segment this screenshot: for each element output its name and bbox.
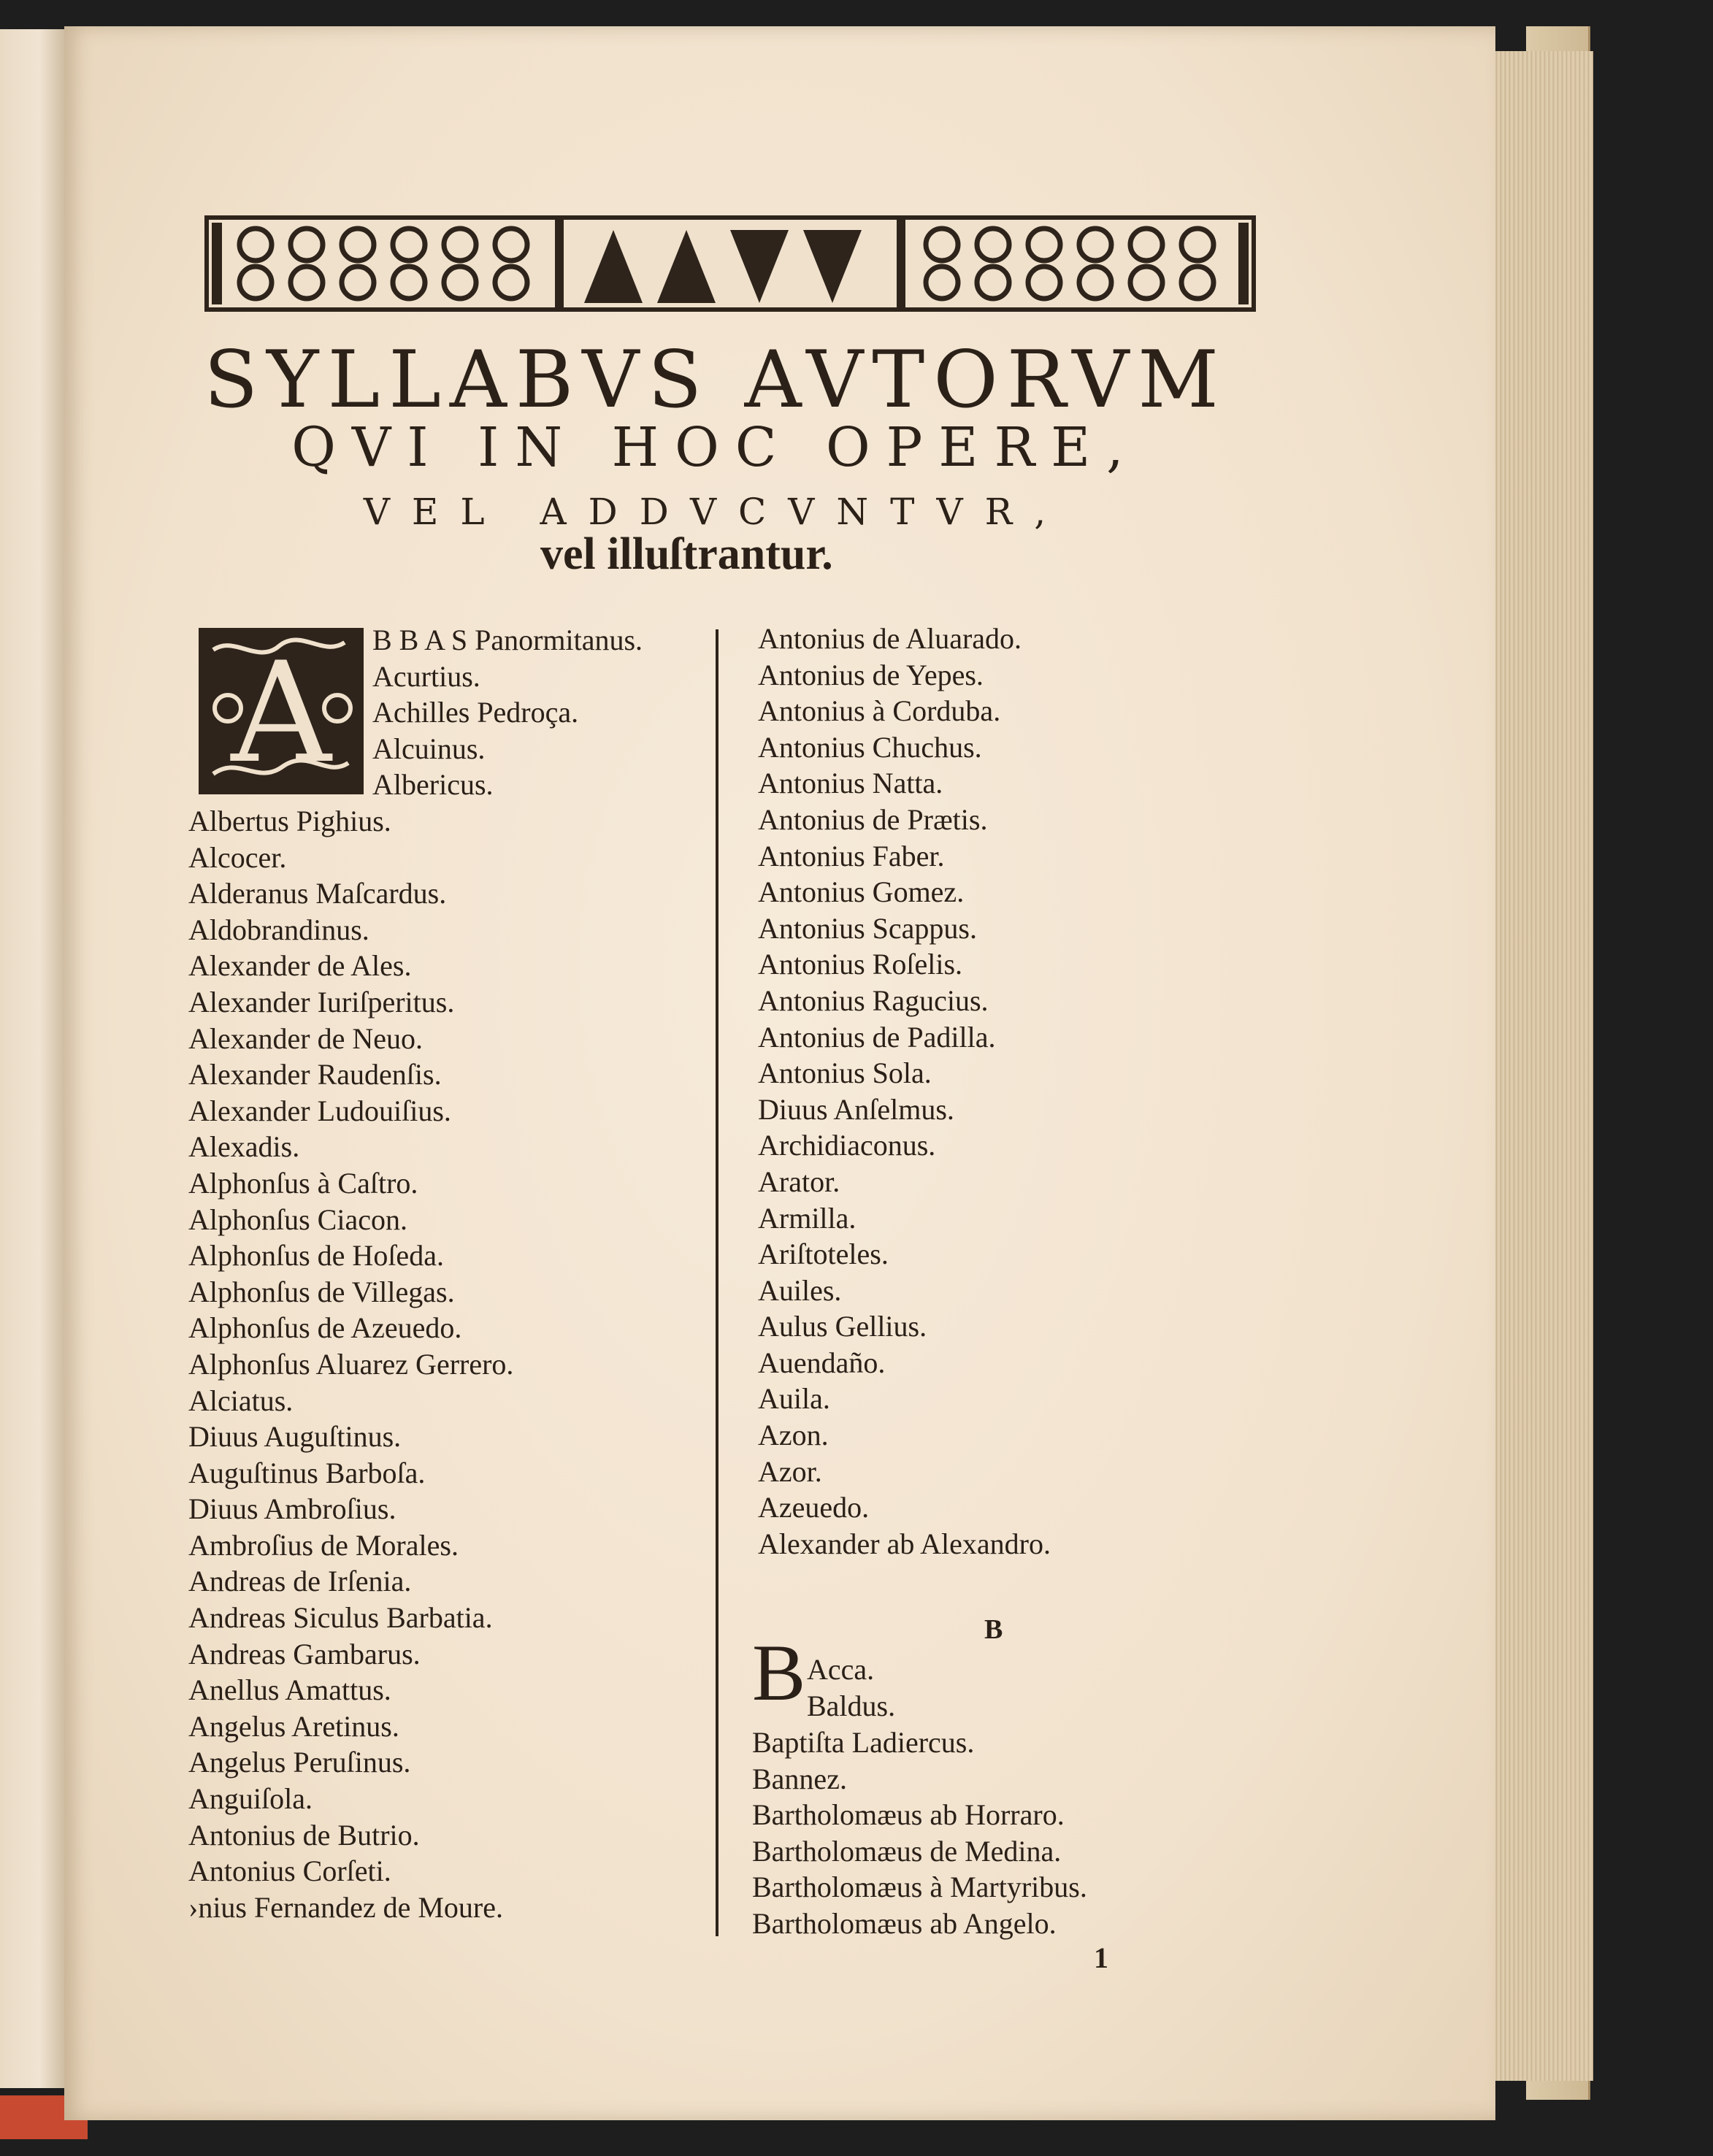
left-column-beside-initial — [372, 622, 643, 803]
list-item: Alphonſus de Hoſeda. — [188, 1239, 444, 1273]
list-item: Baptiſta Ladiercus. — [752, 1726, 975, 1759]
list-item: Aulus Gellius. — [758, 1310, 927, 1343]
list-item: Alphonſus de Azeuedo. — [188, 1311, 462, 1345]
list-item: ›nius Fernandez de Moure. — [188, 1890, 503, 1924]
list-item: Antonius Ragucius. — [758, 983, 989, 1017]
list-item: Antonius Faber. — [758, 839, 945, 872]
list-item: Archidiaconus. — [758, 1129, 936, 1162]
title-line-4: vel illuſtrantur. — [540, 529, 833, 579]
list-item: Alexander de Ales. — [188, 949, 412, 983]
left-column-entries — [188, 803, 513, 1925]
ornamental-headpiece-icon — [204, 215, 1256, 312]
list-item: Bartholomæus à Martyribus. — [752, 1871, 1087, 1904]
title-line-2: QVI IN HOC OPERE, — [291, 416, 1140, 479]
list-item: Alderanus Maſcardus. — [188, 877, 447, 910]
b-beside-initial — [807, 1651, 895, 1724]
list-item: Ambroſius de Morales. — [188, 1528, 459, 1562]
list-item: Auila. — [758, 1382, 830, 1416]
list-item: Alciatus. — [188, 1384, 294, 1417]
list-item: Angelus Aretinus. — [188, 1709, 399, 1743]
list-item: Anellus Amattus. — [188, 1673, 391, 1707]
list-item: Diuus Auguſtinus. — [188, 1420, 402, 1454]
list-item: Ariſtoteles. — [758, 1238, 889, 1271]
list-item: Antonius de Aluarado. — [758, 622, 1022, 655]
list-item: Azon. — [758, 1419, 829, 1452]
list-item: Armilla. — [758, 1201, 856, 1235]
list-item: Antonius Corſeti. — [188, 1854, 391, 1888]
list-item: Alexander Ludouiſius. — [188, 1094, 451, 1127]
list-item: Antonius Roſelis. — [758, 948, 963, 981]
list-item: Alexander Iuriſperitus. — [188, 985, 455, 1018]
list-item: Bartholomæus ab Angelo. — [752, 1906, 1057, 1940]
list-item: Diuus Ambroſius. — [188, 1492, 396, 1526]
list-item: Alphonſus à Caſtro. — [188, 1166, 418, 1200]
list-item: Anguiſola. — [188, 1782, 313, 1816]
list-item: Angelus Peruſinus. — [188, 1746, 411, 1779]
list-item: Andreas Siculus Barbatia. — [188, 1601, 493, 1635]
b-section-entries — [752, 1725, 1087, 1942]
list-item: Antonius Natta. — [758, 767, 943, 800]
list-item: Alphonſus de Villegas. — [188, 1275, 455, 1308]
list-item: Arator. — [758, 1165, 840, 1198]
decorated-initial-a-icon — [199, 628, 364, 794]
list-item: Alcocer. — [188, 840, 287, 874]
list-item: Albertus Pighius. — [188, 805, 391, 837]
list-item: Alexadis. — [188, 1130, 300, 1164]
list-item: Achilles Pedroça. — [372, 696, 579, 729]
svg-text:A: A — [231, 632, 332, 794]
list-item: Antonius Gomez. — [758, 875, 965, 909]
list-item: Antonius de Yepes. — [758, 658, 984, 691]
list-item: Antonius Sola. — [758, 1056, 932, 1090]
list-item: Antonius de Butrio. — [188, 1818, 420, 1852]
list-item: Auiles. — [758, 1273, 842, 1307]
signature-mark: 1 — [1094, 1941, 1108, 1974]
list-item: Acurtius. — [372, 659, 480, 693]
list-item: Baldus. — [807, 1689, 896, 1722]
column-divider — [716, 629, 718, 1936]
list-item: Bartholomæus de Medina. — [752, 1834, 1062, 1868]
list-item: Alphonſus Ciacon. — [188, 1202, 407, 1236]
page-stack-edge — [1482, 51, 1593, 2081]
facing-page-edge — [0, 29, 68, 2088]
list-item: Albericus. — [372, 768, 494, 802]
list-item: Auguſtinus Barboſa. — [188, 1456, 426, 1489]
list-item: Antonius de Padilla. — [758, 1020, 996, 1054]
list-item: Alcuinus. — [372, 732, 486, 765]
list-item: Azor. — [758, 1454, 822, 1488]
initial-b: B — [752, 1628, 806, 1717]
list-item: Azeuedo. — [758, 1491, 870, 1524]
list-item: Bartholomæus ab Horraro. — [752, 1798, 1065, 1832]
title-line-1: SYLLABVS AVTORVM — [204, 334, 1227, 426]
list-item: Antonius Chuchus. — [758, 730, 982, 764]
list-item: Alexander de Neuo. — [188, 1021, 423, 1055]
right-column-entries — [758, 621, 1051, 1562]
list-item: Antonius à Corduba. — [758, 694, 1001, 728]
list-item: Acca. — [807, 1653, 875, 1686]
title-line-3: VEL ADDVCVNTVR, — [363, 491, 1068, 533]
list-item: Alexander ab Alexandro. — [758, 1527, 1051, 1560]
list-item: Aldobrandinus. — [188, 913, 369, 946]
list-item: Auendaño. — [758, 1346, 886, 1379]
list-item: Antonius Scappus. — [758, 911, 977, 945]
list-item: Bannez. — [752, 1762, 847, 1795]
list-item: Diuus Anſelmus. — [758, 1092, 954, 1126]
list-item: Alphonſus Aluarez Gerrero. — [188, 1347, 514, 1381]
section-letter-b: B — [984, 1614, 1003, 1645]
list-item: B B A S Panormitanus. — [372, 624, 643, 656]
list-item: Andreas Gambarus. — [188, 1637, 421, 1670]
list-item: Alexander Raudenſis. — [188, 1058, 442, 1092]
list-item: Andreas de Irſenia. — [188, 1565, 412, 1598]
list-item: Antonius de Prætis. — [758, 802, 988, 836]
